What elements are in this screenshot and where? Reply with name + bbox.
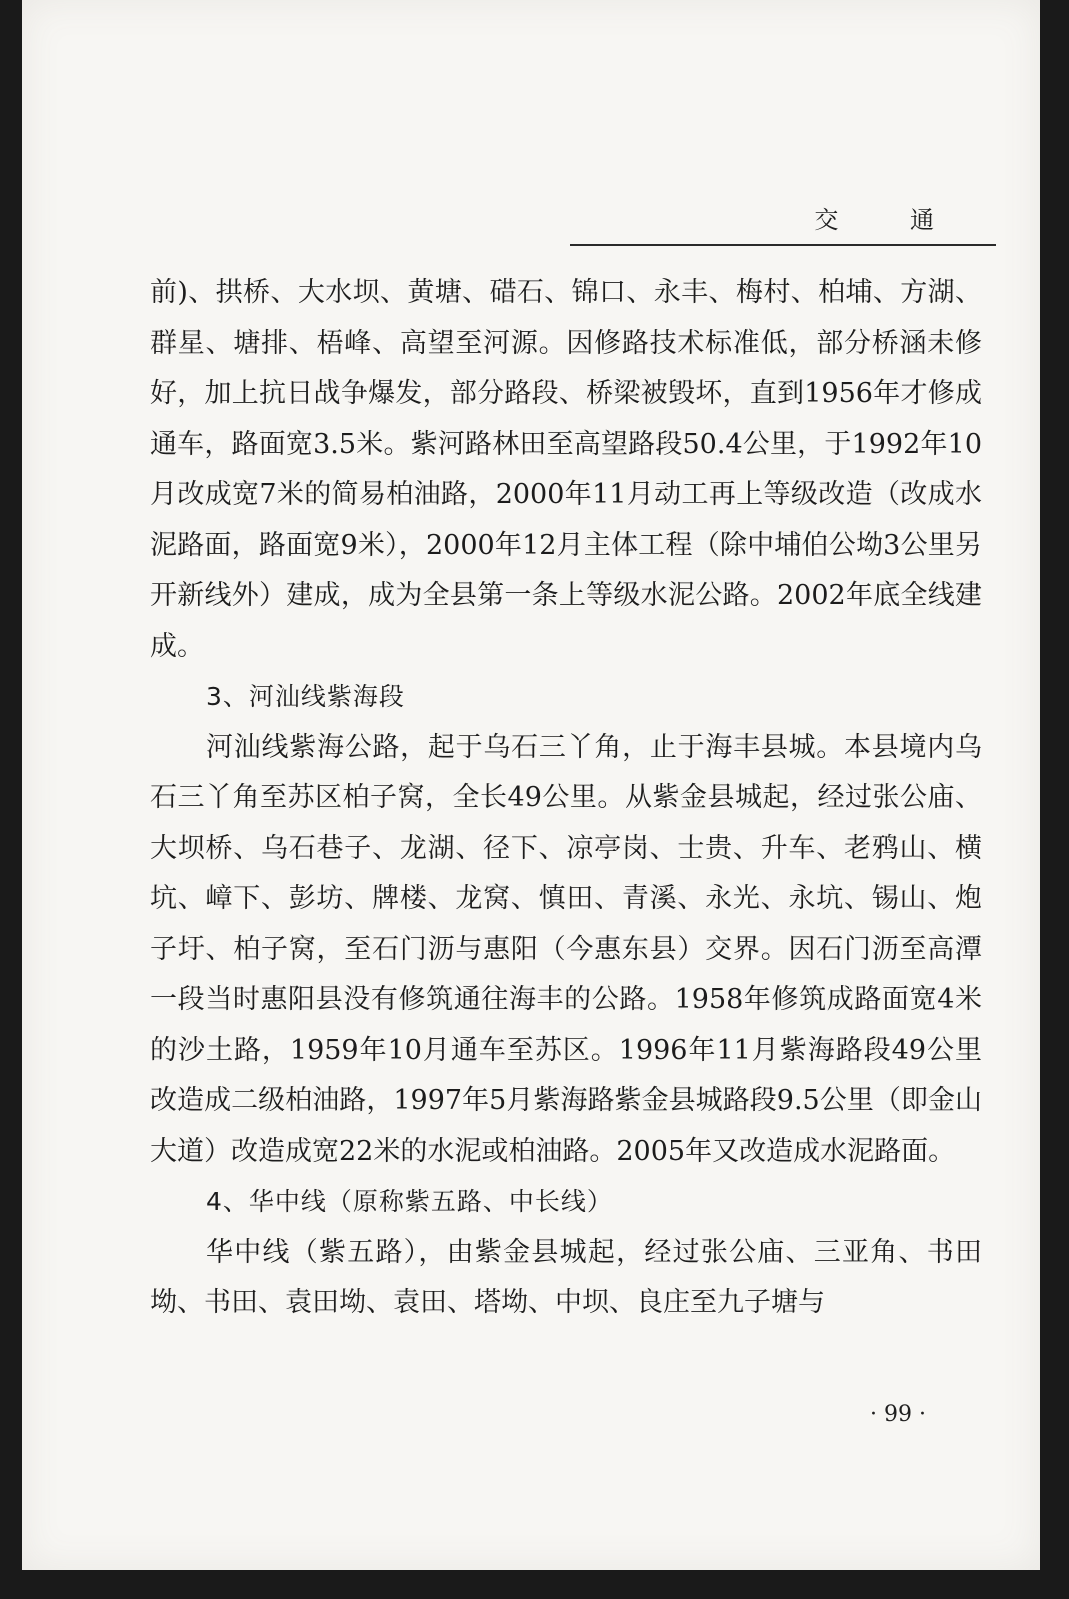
paragraph: 华中线（紫五路），由紫金县城起，经过张公庙、三亚角、书田坳、书田、袁田坳、袁田、塔坳、中坝、良庄至九子塘与 [150, 1236, 982, 1318]
book-page [22, 0, 1040, 1570]
paragraph: 河汕线紫海公路，起于乌石三丫角，止于海丰县城。本县境内乌石三丫角至苏区柏子窝，全长49公里。从紫金县城起，经过张公庙、大坝桥、乌石巷子、龙湖、径下、凉亭岗、士贵、升车、老鸦山、横坑、嶂下、彭坊、牌楼、龙窝、慎田、青溪、永光、永坑、锡山、炮子圩、柏子窝，至石门沥与惠阳（今惠东县）交界。因石门沥至高潭一段当时惠阳县没有修筑通往海丰的公路。1958年修筑成路面宽4米的沙土路，1959年10月通车至苏区。1996年11月紫海路段49公里改造成二级柏油路，1997年5月紫海路紫金县城路段9.5公里（即金山大道）改造成宽22米的水泥或柏油路。2005年又改造成水泥路面。 [150, 731, 982, 1167]
body-text [150, 268, 982, 1329]
paragraph-continued: 前)、拱桥、大水坝、黄塘、碏石、锦口、永丰、梅村、柏埔、方湖、群星、塘排、梧峰、高望至河源。因修路技术标准低，部分桥涵未修好，加上抗日战争爆发，部分路段、桥梁被毁坏，直到1956年才修成通车，路面宽3.5米。紫河路林田至高望路段50.4公里，于1992年10月改成宽7米的简易柏油路，2000年11月动工再上等级改造（改成水泥路面，路面宽9米），2000年12月主体工程（除中埔伯公坳3公里另开新线外）建成，成为全县第一条上等级水泥公路。2002年底全线建成。 [150, 277, 982, 662]
running-header [570, 196, 996, 246]
section-heading-3: 3、河汕线紫海段 [206, 682, 405, 711]
page-number: · 99 · [870, 1402, 926, 1427]
section-heading-4: 4、华中线（原称紫五路、中长线） [206, 1187, 613, 1216]
chapter-title: 交 通 [814, 206, 966, 234]
